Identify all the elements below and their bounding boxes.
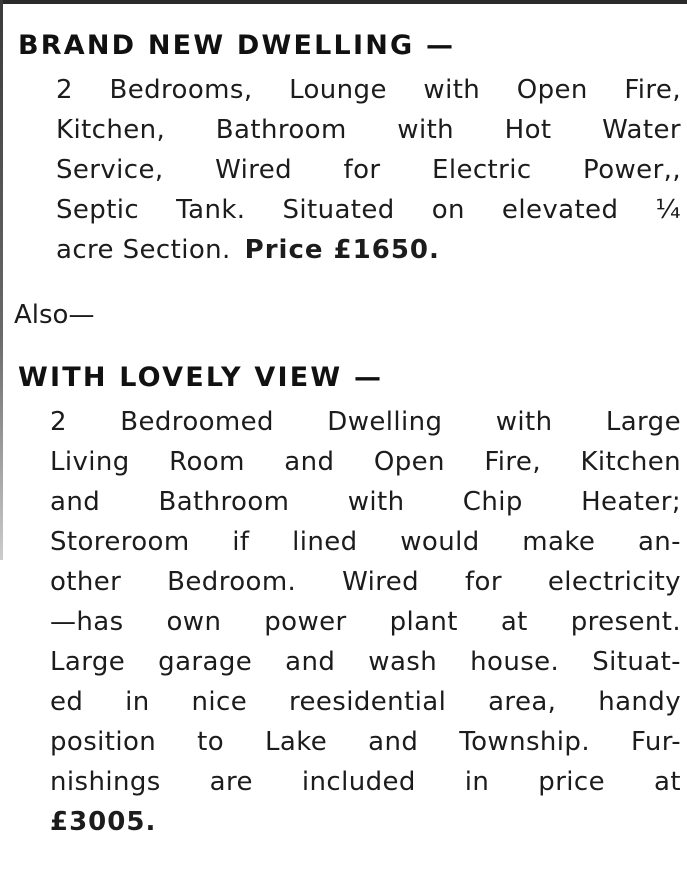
word: area, — [488, 687, 557, 717]
word: house. — [470, 647, 560, 677]
word: 2 — [50, 407, 67, 437]
word: with — [397, 115, 455, 145]
word: Large — [605, 407, 681, 437]
word: to — [197, 727, 225, 757]
listing2-line — [50, 682, 681, 722]
word: Fire, — [624, 75, 681, 105]
word: Septic — [56, 195, 140, 225]
word: Heater; — [581, 487, 681, 517]
listing1-heading: BRAND NEW DWELLING — — [18, 30, 456, 61]
listing2-line — [50, 482, 681, 522]
word: Chip — [462, 487, 523, 517]
left-border-rule — [0, 0, 3, 560]
word: Power,, — [583, 155, 681, 185]
word: garage — [158, 647, 253, 677]
word: Situat- — [592, 647, 681, 677]
word: and — [368, 727, 419, 757]
word: on — [431, 195, 465, 225]
top-border-rule — [0, 0, 687, 4]
word: elevated — [501, 195, 619, 225]
also-label: Also— — [14, 300, 95, 330]
word: Kitchen — [580, 447, 681, 477]
listing2-description — [50, 402, 681, 842]
word: ed — [50, 687, 84, 717]
word: with — [423, 75, 481, 105]
word: Water — [602, 115, 681, 145]
word: with — [495, 407, 553, 437]
listing2-line — [50, 762, 681, 802]
listing2-line — [50, 402, 681, 442]
word: Wired — [342, 567, 420, 597]
word: make — [522, 527, 596, 557]
listing1-price: Price £1650. — [244, 235, 440, 265]
word: reesidential — [289, 687, 447, 717]
word: Dwelling — [327, 407, 443, 437]
word: present. — [570, 607, 681, 637]
word: Lake — [265, 727, 328, 757]
word: Tank. — [176, 195, 246, 225]
word: Large — [50, 647, 126, 677]
word: are — [209, 767, 253, 797]
word: nice — [191, 687, 248, 717]
word: Electric — [432, 155, 532, 185]
word: for — [343, 155, 381, 185]
word: lined — [292, 527, 358, 557]
word: handy — [598, 687, 681, 717]
word: Wired — [215, 155, 293, 185]
word: Kitchen, — [56, 115, 166, 145]
listing2-line — [50, 722, 681, 762]
word: in — [464, 767, 490, 797]
word: power — [264, 607, 347, 637]
word: plant — [389, 607, 458, 637]
word: Township. — [459, 727, 590, 757]
listing2-line — [50, 642, 681, 682]
word: Situated — [282, 195, 395, 225]
word: —has — [50, 607, 124, 637]
word: Fur- — [630, 727, 681, 757]
listing1-line-text: acre Section. — [56, 235, 231, 265]
word: with — [347, 487, 405, 517]
word: at — [654, 767, 681, 797]
listing2-line — [50, 442, 681, 482]
word: Storeroom — [50, 527, 190, 557]
word: Bathroom — [215, 115, 347, 145]
word: at — [500, 607, 528, 637]
listing2-line — [50, 522, 681, 562]
listing1-line — [56, 110, 681, 150]
listing2-price: £3005. — [50, 807, 157, 837]
listing2-line — [50, 602, 681, 642]
word: in — [125, 687, 150, 717]
listing1-line — [56, 70, 681, 110]
listing2-price-line — [50, 802, 681, 842]
word: and — [284, 447, 335, 477]
word: included — [301, 767, 416, 797]
word: and — [285, 647, 336, 677]
word: 2 — [56, 75, 73, 105]
word: Fire, — [484, 447, 541, 477]
word: for — [464, 567, 502, 597]
listing1-line — [56, 150, 681, 190]
listing1-line — [56, 190, 681, 230]
listing2-heading: WITH LOVELY VIEW — — [18, 362, 384, 393]
word: Open — [516, 75, 588, 105]
listing1-description — [56, 70, 681, 270]
word: Bedroomed — [120, 407, 274, 437]
listing1-line-with-price — [56, 230, 681, 270]
listing2-line — [50, 562, 681, 602]
word: an- — [637, 527, 681, 557]
word: Bedrooms, — [109, 75, 253, 105]
word: electricity — [547, 567, 681, 597]
word: other — [50, 567, 122, 597]
word: ¼ — [655, 195, 681, 225]
word: and — [50, 487, 101, 517]
word: Room — [169, 447, 245, 477]
word: position — [50, 727, 157, 757]
word: Bedroom. — [167, 567, 297, 597]
word: Living — [50, 447, 130, 477]
word: Lounge — [289, 75, 387, 105]
word: Hot — [504, 115, 552, 145]
word: would — [400, 527, 480, 557]
word: wash — [368, 647, 438, 677]
word: price — [538, 767, 606, 797]
word: Service, — [56, 155, 164, 185]
word: Open — [373, 447, 445, 477]
word: if — [232, 527, 250, 557]
word: Bathroom — [158, 487, 290, 517]
word: nishings — [50, 767, 161, 797]
word: own — [166, 607, 222, 637]
